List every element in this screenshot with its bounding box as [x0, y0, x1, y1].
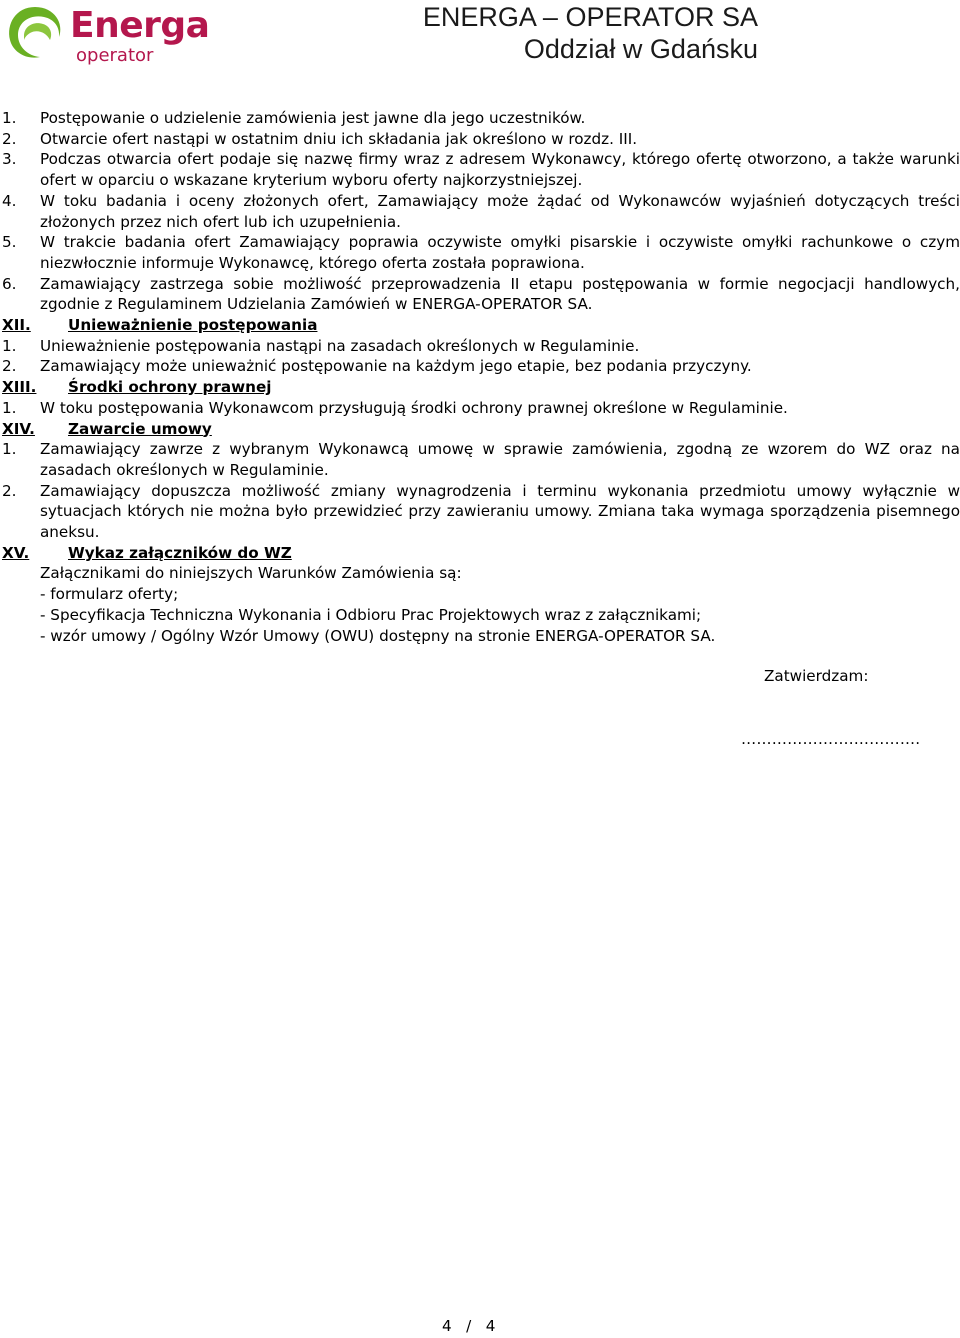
page-header	[0, 0, 960, 80]
item-text: Podczas otwarcia ofert podaje się nazwę firmy wraz z adresem Wykonawcy, którego ofertę otworzono, a także warunki ofert w oparciu o wskazane kryterium wyboru oferty najkorzystniejszej.	[40, 150, 960, 190]
company-branch: Oddział w Gdańsku	[523, 34, 758, 64]
section-title: Unieważnienie postępowania	[68, 316, 318, 335]
item-text: W trakcie badania ofert Zamawiający poprawia oczywiste omyłki pisarskie i oczywiste omyłki rachunkowe o czym niezwłocznie informuje Wykonawcę, którego oferta została poprawiona.	[40, 233, 960, 272]
item-number: 2.	[2, 481, 17, 500]
approval-label: Zatwierdzam:	[764, 667, 869, 685]
item-text: Postępowanie o udzielenie zamówienia jest jawne dla jego uczestników.	[40, 109, 586, 127]
item-text: Zamawiający dopuszcza możliwość zmiany wynagrodzenia i terminu wykonania przedmiotu umowy wyłącznie w sytuacjach których nie można było przewidzieć przy zawieraniu umowy. Zmiana taka wymaga sporządzenia pisemnego aneksu.	[40, 481, 960, 542]
section-title: Zawarcie umowy	[68, 419, 212, 438]
list-item	[0, 336, 960, 357]
item-text: Otwarcie ofert nastąpi w ostatnim dniu ich składania jak określono w rozdz. III.	[40, 129, 638, 148]
list-item	[0, 274, 960, 315]
section-heading-xiii	[0, 377, 960, 398]
section-heading-xii	[0, 315, 960, 336]
list-item	[0, 108, 960, 129]
item-number: 2.	[2, 357, 17, 376]
item-text: Zamawiający zawrze z wybranym Wykonawcą umowę w sprawie zamówienia, zgodną ze wzorem do WZ oraz na zasadach określonych w Regulaminie.	[40, 440, 960, 479]
item-number: 1.	[2, 398, 17, 417]
document-body	[0, 108, 960, 646]
item-text: Zamawiający zastrzega sobie możliwość przeprowadzenia II etapu postępowania w formie negocjacji handlowych, zgodnie z Regulaminem Udzielania Zamówień w ENERGA-OPERATOR SA.	[40, 274, 960, 314]
logo-subtitle: operator	[76, 45, 154, 66]
attachment-item: - Specyfikacja Techniczna Wykonania i Odbioru Prac Projektowych wraz z załącznikami;	[40, 605, 702, 624]
logo-wordmark: Energa	[70, 5, 210, 46]
section-number: XII.	[2, 316, 31, 335]
attachment-item: - wzór umowy / Ogólny Wzór Umowy (OWU) dostępny na stronie ENERGA-OPERATOR SA.	[40, 626, 716, 645]
list-item	[0, 191, 960, 232]
page-number	[442, 1317, 495, 1335]
list-item	[0, 149, 960, 190]
section-title: Środki ochrony prawnej	[68, 378, 272, 397]
item-number: 3.	[2, 150, 17, 169]
attachments-intro: Załącznikami do niniejszych Warunków Zamówienia są:	[40, 564, 462, 583]
list-item	[0, 356, 960, 377]
total-pages: 4	[485, 1317, 496, 1335]
attachment-item: - formularz oferty;	[40, 585, 179, 604]
item-text: Unieważnienie postępowania nastąpi na zasadach określonych w Regulaminie.	[40, 336, 640, 355]
list-item	[0, 232, 960, 273]
item-text: W toku postępowania Wykonawcom przysługują środki ochrony prawnej określone w Regulaminie.	[40, 398, 788, 417]
section-number: XIII.	[2, 378, 37, 397]
list-item	[0, 439, 960, 480]
list-item	[0, 129, 960, 150]
item-number: 5.	[2, 233, 17, 252]
current-page: 4	[442, 1317, 452, 1335]
section-heading-xiv	[0, 419, 960, 440]
energa-operator-logo	[4, 2, 210, 68]
energa-swirl-icon	[4, 2, 66, 64]
section-heading-xv	[0, 543, 960, 564]
item-number: 1.	[2, 440, 17, 459]
section-title: Wykaz załączników do WZ	[68, 543, 292, 562]
company-name: ENERGA – OPERATOR SA	[422, 2, 758, 32]
page-separator: /	[466, 1317, 472, 1335]
item-number: 4.	[2, 191, 17, 210]
item-number: 2.	[2, 129, 17, 148]
list-item	[0, 481, 960, 543]
item-text: W toku badania i oceny złożonych ofert, Zamawiający może żądać od Wykonawców wyjaśnień dotyczących treści złożonych przez nich ofert lub ich uzupełnienia.	[40, 191, 960, 231]
item-text: Zamawiający może unieważnić postępowanie na każdym jego etapie, bez podania przyczyny.	[40, 357, 752, 376]
section-number: XIV.	[2, 419, 35, 438]
signature-line: ………………….………….	[741, 730, 921, 748]
section-number: XV.	[2, 543, 30, 562]
list-item	[0, 398, 960, 419]
item-number: 6.	[2, 274, 17, 293]
item-number: 1.	[2, 109, 17, 127]
item-number: 1.	[2, 336, 17, 355]
